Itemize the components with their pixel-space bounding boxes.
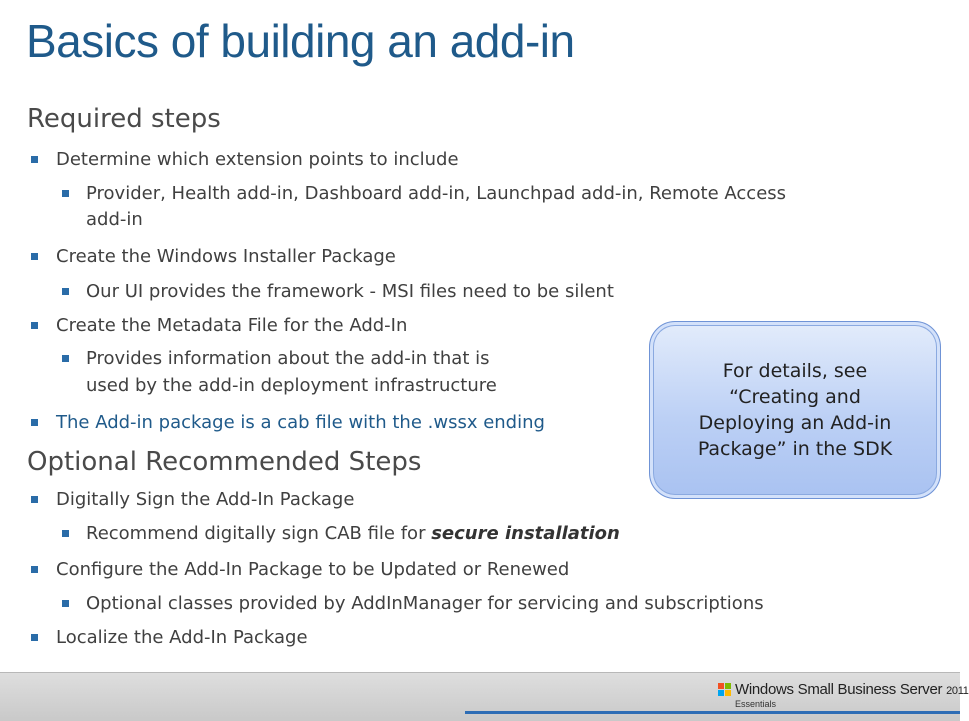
callout-text: For details, see “Creating and Deploying an Add-in Package” in the SDK (697, 360, 893, 460)
square-bullet-icon (31, 322, 38, 329)
square-bullet-icon (31, 419, 38, 426)
square-bullet-icon (31, 253, 38, 260)
square-bullet-icon (62, 530, 69, 537)
footer-accent-line (465, 711, 960, 714)
square-bullet-icon (62, 355, 69, 362)
section-heading-optional: Optional Recommended Steps (27, 447, 422, 477)
square-bullet-icon (62, 600, 69, 607)
square-bullet-icon (31, 634, 38, 641)
emphasis-secure-installation: secure installation (431, 523, 620, 544)
bullet-cab-file: The Add-in package is a cab file with the .wssx ending (56, 410, 545, 436)
bullet-localize: Localize the Add-In Package (56, 625, 308, 651)
windows-flag-icon (718, 683, 732, 697)
logo-edition: Essentials (735, 699, 777, 709)
bullet-extension-points: Determine which extension points to include (56, 147, 459, 173)
logo-brand: Windows Small Business Server (735, 681, 943, 698)
bullet-configure-updates: Configure the Add-In Package to be Updated or Renewed (56, 557, 569, 583)
sub-bullet-addinmanager: Optional classes provided by AddInManager for servicing and subscriptions (86, 591, 764, 617)
sub-bullet-sign-cab: Recommend digitally sign CAB file for secure installation (86, 521, 620, 547)
bullet-digitally-sign: Digitally Sign the Add-In Package (56, 487, 354, 513)
section-heading-required: Required steps (27, 104, 221, 134)
slide-title: Basics of building an add-in (26, 15, 575, 67)
bullet-installer-package: Create the Windows Installer Package (56, 244, 396, 270)
sdk-callout (649, 321, 941, 499)
square-bullet-icon (62, 288, 69, 295)
sub-bullet-continuation: add-in (86, 209, 143, 230)
square-bullet-icon (31, 156, 38, 163)
square-bullet-icon (31, 496, 38, 503)
sub-bullet-ui-framework: Our UI provides the framework - MSI files need to be silent (86, 279, 614, 305)
square-bullet-icon (62, 190, 69, 197)
sub-bullet-metadata-info: Provides information about the add-in that is (86, 346, 490, 372)
sub-bullet-extension-types: Provider, Health add-in, Dashboard add-in, Launchpad add-in, Remote Access (86, 181, 786, 207)
square-bullet-icon (31, 566, 38, 573)
logo-year: 2011 (946, 685, 969, 697)
bullet-metadata-file: Create the Metadata File for the Add-In (56, 313, 407, 339)
sub-bullet-metadata-info-continuation: used by the add-in deployment infrastructure (86, 375, 497, 396)
windows-sbs-logo (718, 682, 969, 710)
